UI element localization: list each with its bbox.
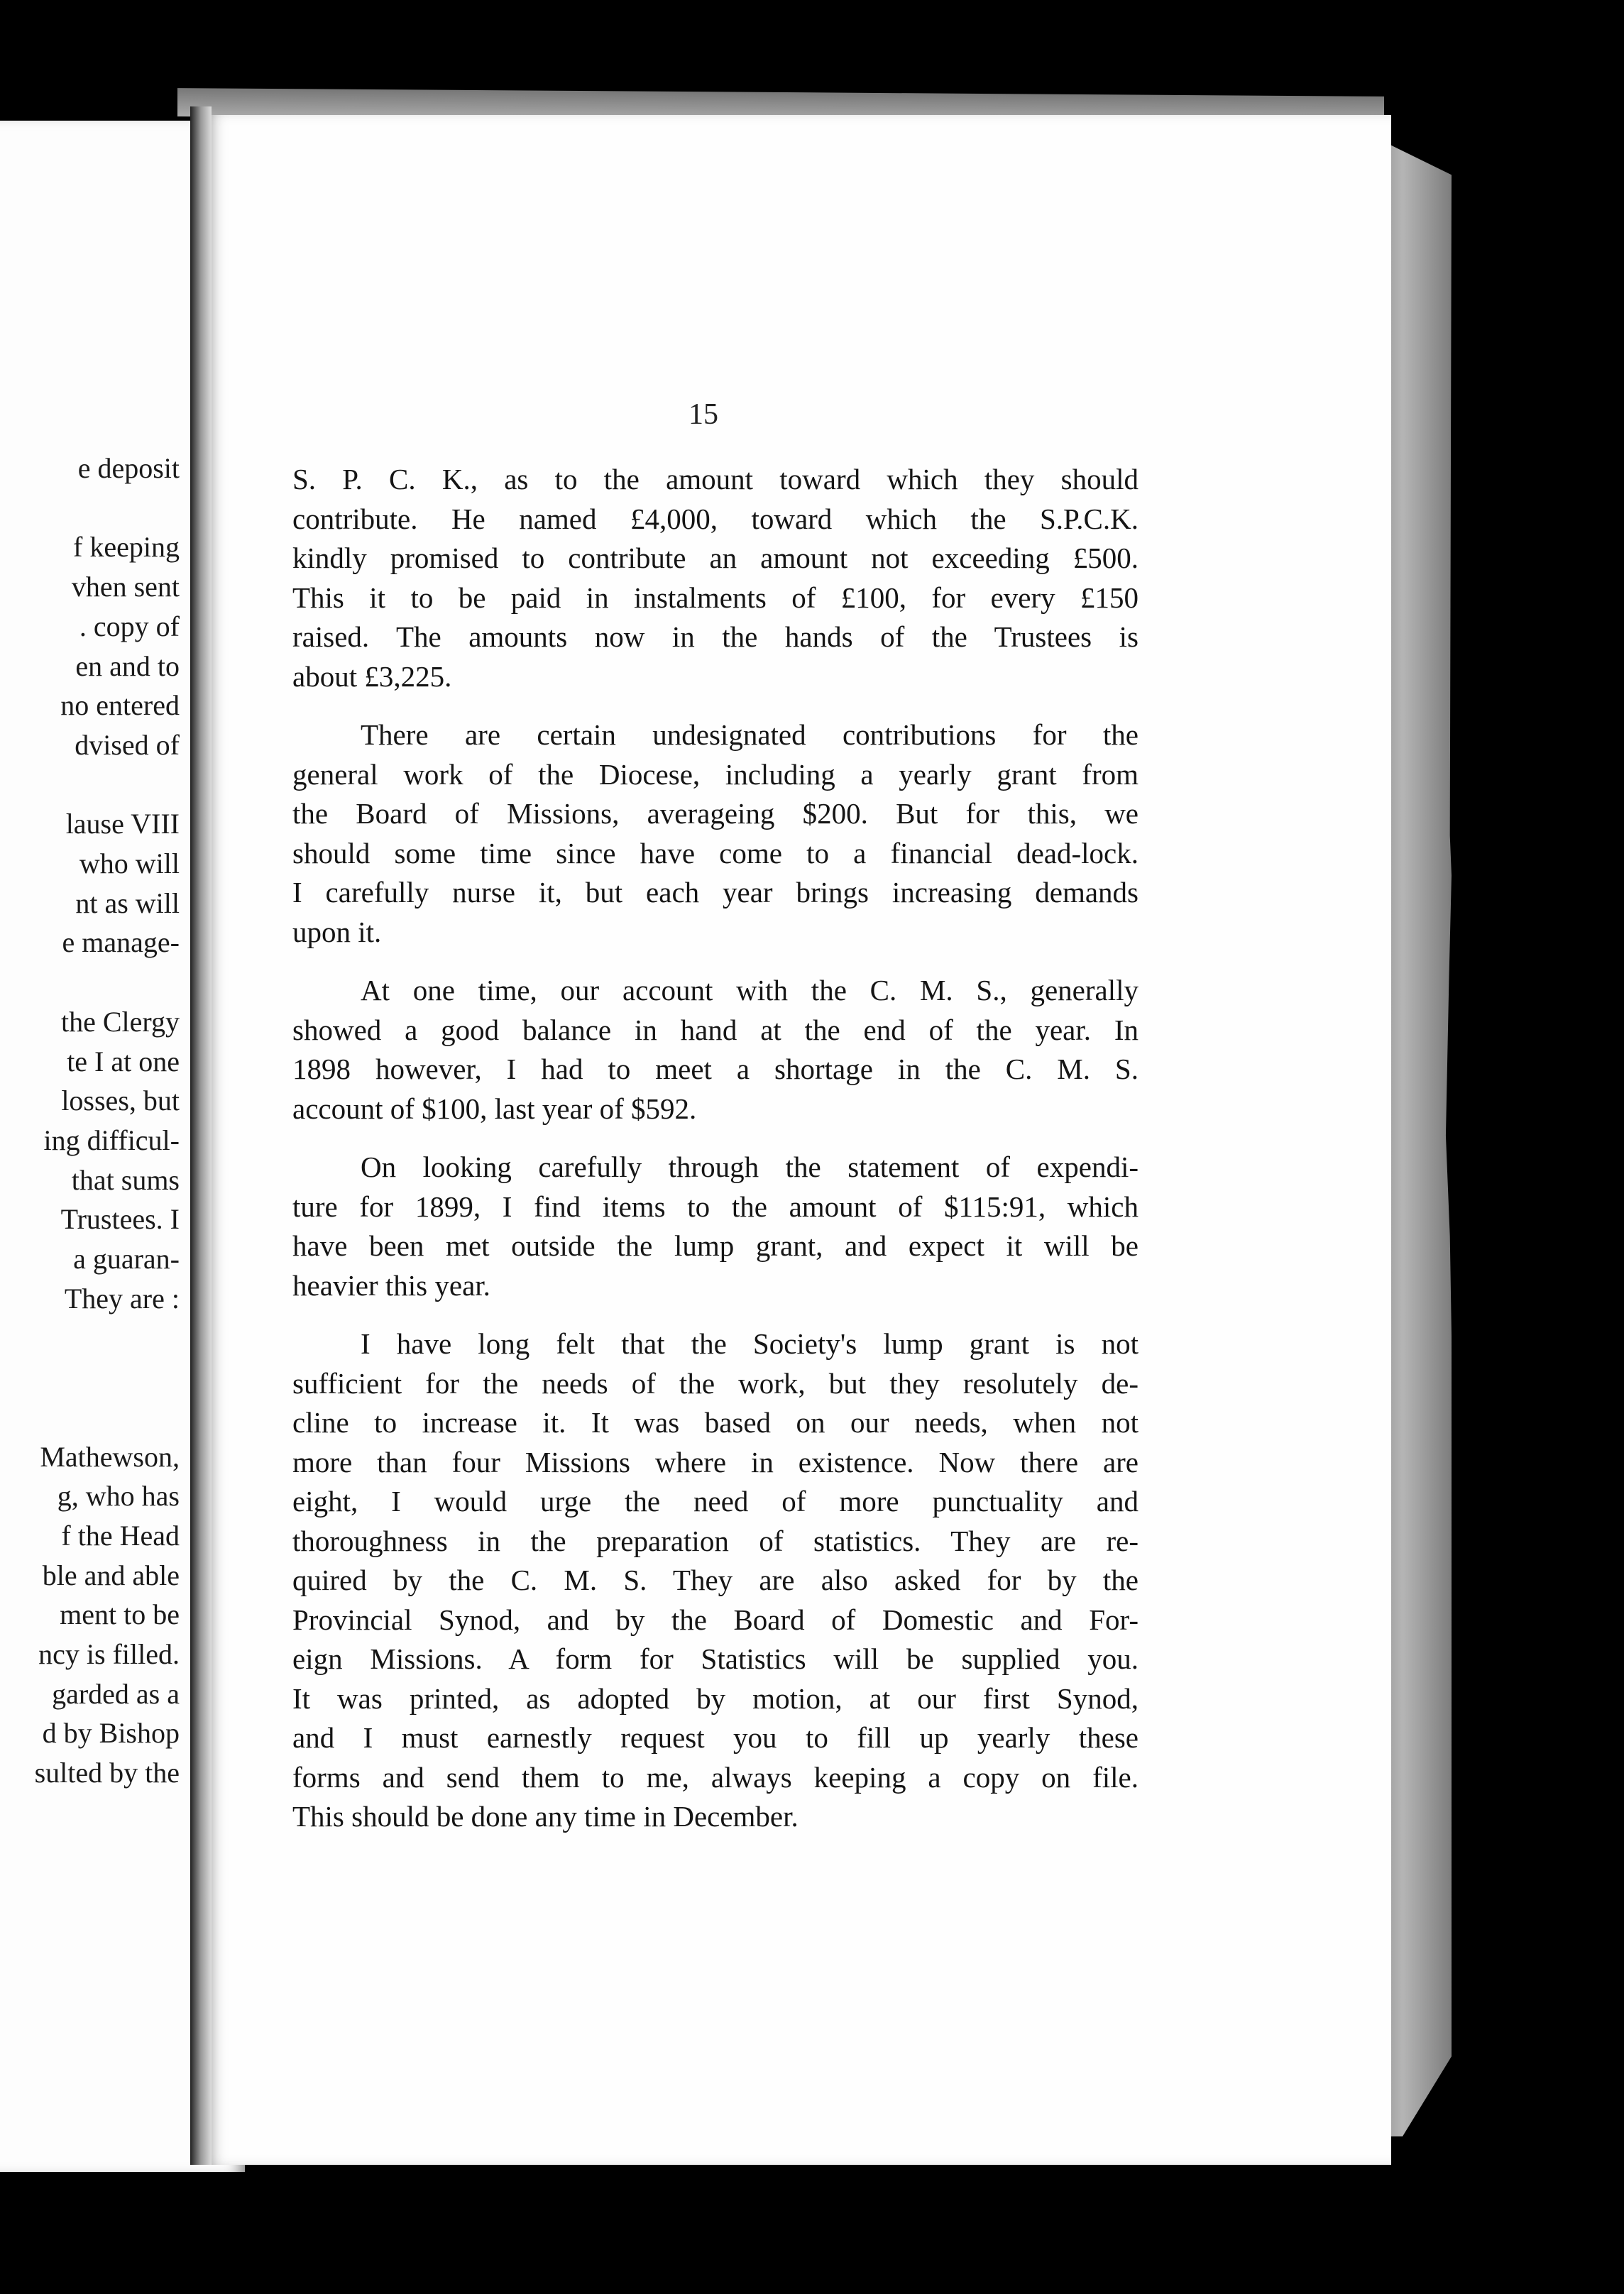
left-page-line: who will [79,847,180,879]
left-page-line: f keeping [73,531,180,564]
left-page-line: ble and able [42,1559,180,1591]
left-page-line: that sums [71,1163,180,1196]
left-page-line: ing difficul- [43,1124,180,1156]
left-page-line: lause VIII [65,808,180,840]
left-page-line: te I at one [67,1045,180,1077]
text-line: This should be done any time in December. [292,1800,799,1833]
text-line: sufficient for the needs of the work, but they resolutely de- [292,1366,1139,1400]
left-page-line: vhen sent [71,571,180,603]
left-page-line: They are : [64,1282,180,1315]
text-line: heavier this year. [292,1268,490,1302]
left-page-line: the Clergy [60,1005,180,1038]
left-page-line: g, who has [57,1480,180,1513]
text-line: At one time, our account with the C. M. S., generally [361,974,1139,1006]
left-page-line: ncy is filled. [38,1638,180,1670]
text-line: thoroughness in the preparation of statistics. They are re- [292,1524,1139,1557]
text-line: more than four Missions where in existence. Now there are [292,1445,1139,1478]
text-line: about £3,225. [292,659,452,693]
paragraph [292,1148,1139,1305]
book-gutter [190,106,212,2165]
left-page-line: . copy of [79,610,180,642]
text-line: should some time since have come to a financial dead-lock. [292,836,1139,869]
paragraph [292,715,1139,952]
text-line: raised. The amounts now in the hands of the Trustees is [292,620,1139,653]
left-page-line: sulted by the [34,1757,180,1789]
page-number: 15 [688,398,718,431]
text-line: contribute. He named £4,000, toward which the S.P.C.K. [292,502,1139,535]
text-line: I have long felt that the Society's lump grant is not [361,1327,1139,1360]
text-line: forms and send them to me, always keeping a copy on file. [292,1760,1139,1794]
text-line: eight, I would urge the need of more punctuality and [292,1485,1139,1518]
left-page-line: Trustees. I [60,1203,180,1236]
left-page-line: a guaran- [73,1243,180,1275]
left-page-line: f the Head [61,1519,180,1552]
paragraph [292,1324,1139,1837]
text-line: upon it. [292,915,382,948]
text-line: Provincial Synod, and by the Board of Domestic and For- [292,1603,1139,1636]
left-page-line: e deposit [77,452,180,484]
left-page-line: dvised of [75,728,180,761]
text-line: There are certain undesignated contributions for the [361,718,1139,751]
text-line: 1898 however, I had to meet a shortage in the C. M. S. [292,1053,1139,1085]
text-line: kindly promised to contribute an amount not exceeding £500. [292,542,1139,574]
left-page-line: e manage- [62,926,180,959]
text-line: the Board of Missions, averageing $200. But for this, we [292,797,1139,830]
text-line: cline to increase it. It was based on our needs, when not [292,1406,1139,1439]
left-page-line: ment to be [60,1598,180,1631]
text-line: have been met outside the lump grant, and expect it will be [292,1229,1139,1262]
left-page-line: Mathewson, [40,1440,180,1473]
text-line: showed a good balance in hand at the end of the year. In [292,1013,1139,1046]
paragraph [292,460,1139,696]
text-line: On looking carefully through the statement of expendi- [361,1151,1139,1183]
text-line: general work of the Diocese, including a yearly grant from [292,757,1139,791]
text-line: ture for 1899, I find items to the amount of $115:91, which [292,1190,1139,1223]
text-line: account of $100, last year of $592. [292,1092,697,1125]
body-text [292,460,1139,1856]
paragraph [292,971,1139,1129]
text-line: S. P. C. K., as to the amount toward which they should [292,463,1139,495]
text-line: quired by the C. M. S. They are also asked for by the [292,1564,1139,1596]
text-line: eign Missions. A form for Statistics will be supplied you. [292,1642,1139,1675]
left-page-line: nt as will [75,887,180,919]
text-line: and I must earnestly request you to fill up yearly these [292,1721,1139,1754]
text-line: It was printed, as adopted by motion, at our first Synod, [292,1681,1139,1715]
left-page-line: losses, but [61,1085,180,1117]
left-page-line: d by Bishop [42,1717,180,1750]
text-line: I carefully nurse it, but each year brings increasing demands [292,876,1139,909]
text-line: This it to be paid in instalments of £100, for every £150 [292,581,1139,614]
left-page-line: no entered [60,689,180,722]
left-page-line: en and to [75,649,180,682]
left-page-line: garded as a [52,1677,180,1710]
